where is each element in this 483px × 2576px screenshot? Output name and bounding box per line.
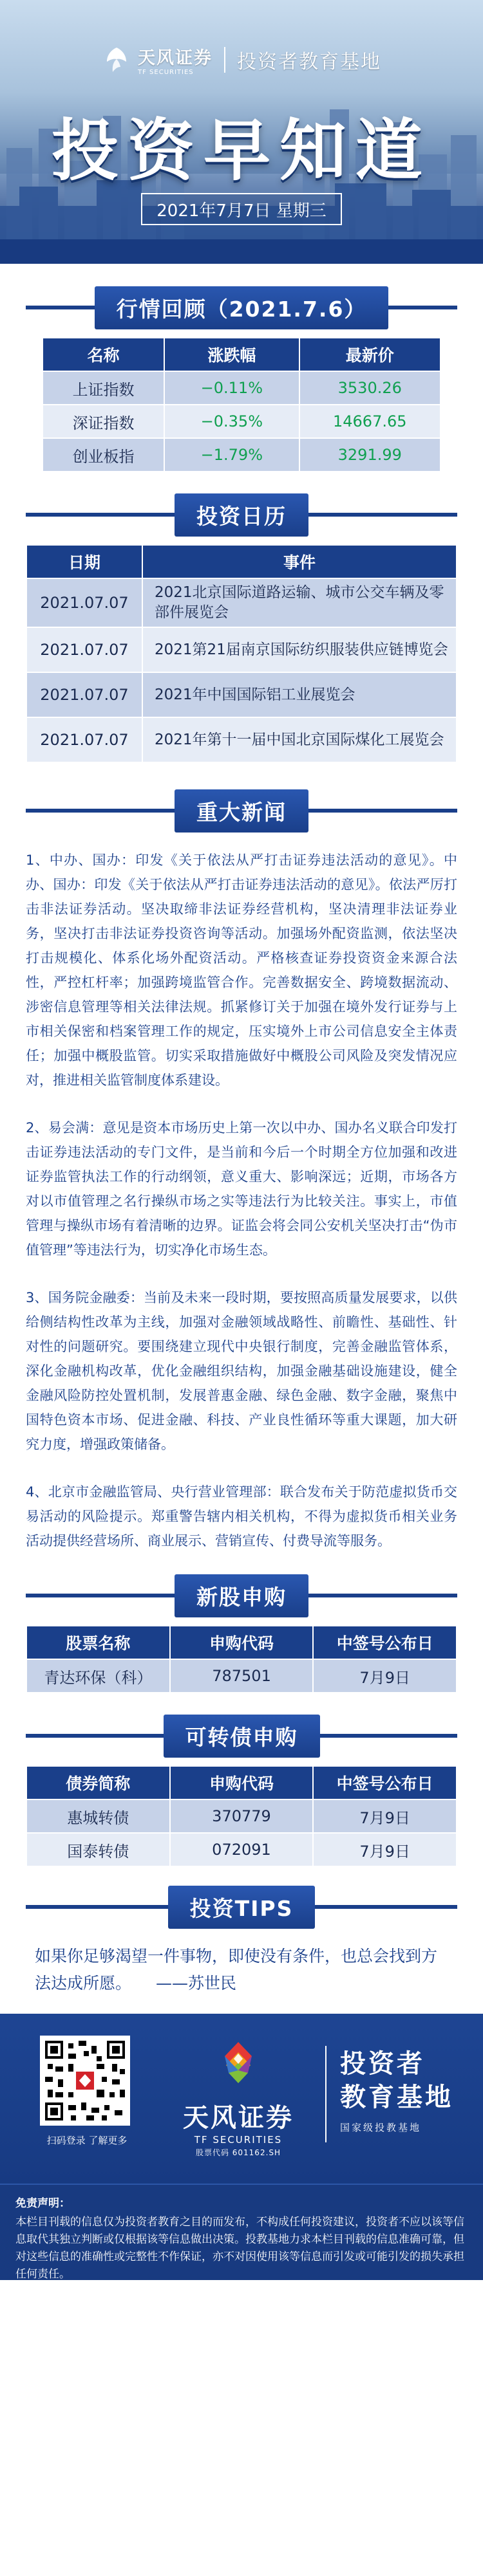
convertible-table [26, 1765, 457, 1867]
disclaimer-text: 本栏目刊载的信息仅为投资者教育之目的而发布，不构成任何投资建议，投资者不应以该等信息取代其独立判断或仅根据该等信息做出决策。投教基地力求本栏目刊载的信息准确可靠，但对这些信息的准确性或完整性不作保证，亦不对因使用该等信息而引发或可能引发的损失承担任何责任。 [15, 2216, 464, 2281]
convertible-section-title [0, 1710, 483, 1762]
market-title-label: 行情回顾（2021.7.6） [95, 286, 389, 329]
footer-banner [0, 2014, 483, 2184]
calendar-title-label: 投资日历 [175, 493, 308, 537]
lottery-date: 7月9日 [313, 1833, 457, 1866]
event-date: 2021.07.07 [26, 627, 142, 672]
bond-name: 国泰转债 [26, 1833, 170, 1866]
table-header-row [26, 1766, 457, 1799]
tips-section [0, 1881, 483, 1997]
event-name: 2021北京国际道路运输、城市公交车辆及零部件展览会 [142, 578, 457, 627]
brand-logo [102, 44, 213, 76]
column-header: 债券简称 [26, 1766, 170, 1799]
index-name: 创业板指 [43, 438, 164, 472]
footer-divider [325, 2046, 327, 2142]
column-header: 申购代码 [170, 1766, 314, 1799]
tf-logo-icon [102, 45, 131, 75]
subscription-code: 787501 [170, 1659, 314, 1693]
table-row [43, 438, 440, 472]
footer-base-title [340, 2047, 453, 2134]
footer-logo-cn: 天风证券 [183, 2103, 294, 2133]
footer-logo-en: TF SECURITIES [194, 2134, 283, 2146]
page-title: 投资早知道 [51, 111, 431, 190]
market-section-title [0, 282, 483, 333]
tips-title-label: 投资TIPS [168, 1886, 316, 1929]
convertible-title-label: 可转债申购 [164, 1715, 320, 1758]
index-price: 14667.65 [299, 405, 440, 438]
table-row [26, 1799, 457, 1833]
brand-name: 天风证券 [138, 48, 213, 68]
event-name: 2021年中国国际铝工业展览会 [142, 672, 457, 717]
news-item: 1、中办、国办：印发《关于依法从严打击证券违法活动的意见》。中办、国办：印发《关于依法从严打击证券违法活动的意见》。依法严厉打击非法证券活动。坚决取缔非法证券经营机构，坚决清理非法证券业务，坚决打击非法证券投资咨询等活动。加强场外配资监测，依法坚决打击规模化、体系化场外配资活动。严格核查证券投资资金来源合法性，严控杠杆率；加强跨境监管合作。完善数据安全、跨境数据流动、涉密信息管理等相关法律法规。抓紧修订关于加强在境外发行证券与上市相关保密和档案管理工作的规定，压实境外上市公司信息安全主体责任；加强中概股监管。切实采取措施做好中概股公司风险及突发情况应对，推进相关监管制度体系建设。 [26, 852, 457, 1089]
brand-subtitle: 投资者教育基地 [237, 51, 381, 73]
news-section [0, 785, 483, 1566]
index-price: 3530.26 [299, 371, 440, 405]
table-header-row [26, 1626, 457, 1659]
lottery-date: 7月9日 [313, 1659, 457, 1693]
tips-quote [0, 1933, 483, 1997]
footer-base-line1: 投资者 [340, 2049, 425, 2079]
column-header: 事件 [142, 545, 457, 578]
column-header: 日期 [26, 545, 142, 578]
market-section [0, 282, 483, 472]
date-row [0, 193, 483, 225]
table-row [26, 672, 457, 717]
tips-section-title [0, 1881, 483, 1933]
table-row [26, 717, 457, 762]
date-badge: 2021年7月7日 星期三 [141, 193, 342, 225]
column-header: 股票名称 [26, 1626, 170, 1659]
disclaimer [0, 2184, 483, 2280]
event-date: 2021.07.07 [26, 672, 142, 717]
ipo-title-label: 新股申购 [175, 1574, 308, 1617]
column-header: 名称 [43, 338, 164, 371]
bond-name: 惠城转债 [26, 1799, 170, 1833]
table-row [26, 1833, 457, 1866]
index-change: −0.11% [164, 371, 299, 405]
index-price: 3291.99 [299, 438, 440, 472]
event-name: 2021第21届南京国际纺织服装供应链博览会 [142, 627, 457, 672]
table-row [26, 627, 457, 672]
footer-stock-code: 股票代码 601162.SH [195, 2148, 281, 2158]
calendar-section-title [0, 489, 483, 540]
news-section-title [0, 785, 483, 836]
news-item: 4、北京市金融监管局、央行营业管理部：联合发布关于防范虚拟货币交易活动的风险提示。郑重警告辖内相关机构，不得为虚拟货币相关业务活动提供经营场所、商业展示、营销宣传、付费导流等服务。 [26, 1484, 457, 1549]
table-row [43, 371, 440, 405]
column-header: 中签号公布日 [313, 1626, 457, 1659]
footer-logo [174, 2039, 303, 2158]
quote-text: 如果你足够渴望一件事物，即使没有条件，也总会找到方法达成所愿。 [35, 1947, 438, 1993]
table-header-row [26, 545, 457, 578]
qr-caption: 扫码登录 了解更多 [46, 2135, 128, 2147]
quote-author: ——苏世民 [155, 1974, 236, 1993]
calendar-section [0, 489, 483, 763]
news-item: 3、国务院金融委：当前及未来一段时期，要按照高质量发展要求，以供给侧结构性改革为主线，加强对金融领域战略性、前瞻性、基础性、针对性的问题研究。要围绕建立现代中央银行制度，完善金融监管体系，深化金融机构改革，优化金融组织结构，加强金融基础设施建设，健全金融风险防控处置机制，发展普惠金融、绿色金融、数字金融，聚焦中国特色资本市场、促进金融、科技、产业良性循环等重大课题，加大研究力度，增强政策储备。 [26, 1290, 457, 1453]
brand-row [0, 44, 483, 76]
footer-base-line3: 国家级投教基地 [340, 2122, 422, 2134]
event-date: 2021.07.07 [26, 578, 142, 627]
ipo-section [0, 1570, 483, 1693]
calendar-table [26, 544, 457, 763]
table-row [26, 578, 457, 627]
news-list [0, 836, 483, 1566]
table-row [43, 405, 440, 438]
news-item: 2、易会满：意见是资本市场历史上第一次以中办、国办名义联合印发打击证券违法活动的专门文件，是当前和今后一个时期全方位加强和改进证券监管执法工作的行动纲领，意义重大、影响深远；近期，市场各方对以市值管理之名行操纵市场之实等违法行为比较关注。事实上，市值管理与操纵市场有着清晰的边界。证监会将会同公安机关坚决打击“伪市值管理”等违法行为，切实净化市场生态。 [26, 1120, 457, 1258]
qr-code[interactable] [40, 2036, 130, 2126]
tf-diamond-logo-icon [209, 2039, 267, 2091]
brand-divider [224, 47, 225, 73]
news-title-label: 重大新闻 [175, 789, 308, 833]
ipo-table [26, 1625, 457, 1693]
index-change: −0.35% [164, 405, 299, 438]
stock-name: 青达环保（科） [26, 1659, 170, 1693]
index-name: 上证指数 [43, 371, 164, 405]
column-header: 申购代码 [170, 1626, 314, 1659]
event-date: 2021.07.07 [26, 717, 142, 762]
table-header-row [43, 338, 440, 371]
ipo-section-title [0, 1570, 483, 1621]
table-row [26, 1659, 457, 1693]
hero-banner [0, 0, 483, 264]
footer-base-line2: 教育基地 [340, 2083, 453, 2113]
brand-name-en: TF SECURITIES [138, 69, 194, 76]
qr-code-icon [45, 2041, 125, 2121]
convertible-section [0, 1710, 483, 1867]
index-change: −1.79% [164, 438, 299, 472]
column-header: 涨跌幅 [164, 338, 299, 371]
column-header: 最新价 [299, 338, 440, 371]
subscription-code: 072091 [170, 1833, 314, 1866]
market-table [42, 337, 441, 472]
column-header: 中签号公布日 [313, 1766, 457, 1799]
event-name: 2021年第十一届中国北京国际煤化工展览会 [142, 717, 457, 762]
index-name: 深证指数 [43, 405, 164, 438]
subscription-code: 370779 [170, 1799, 314, 1833]
disclaimer-title: 免责声明： [15, 2197, 70, 2211]
lottery-date: 7月9日 [313, 1799, 457, 1833]
